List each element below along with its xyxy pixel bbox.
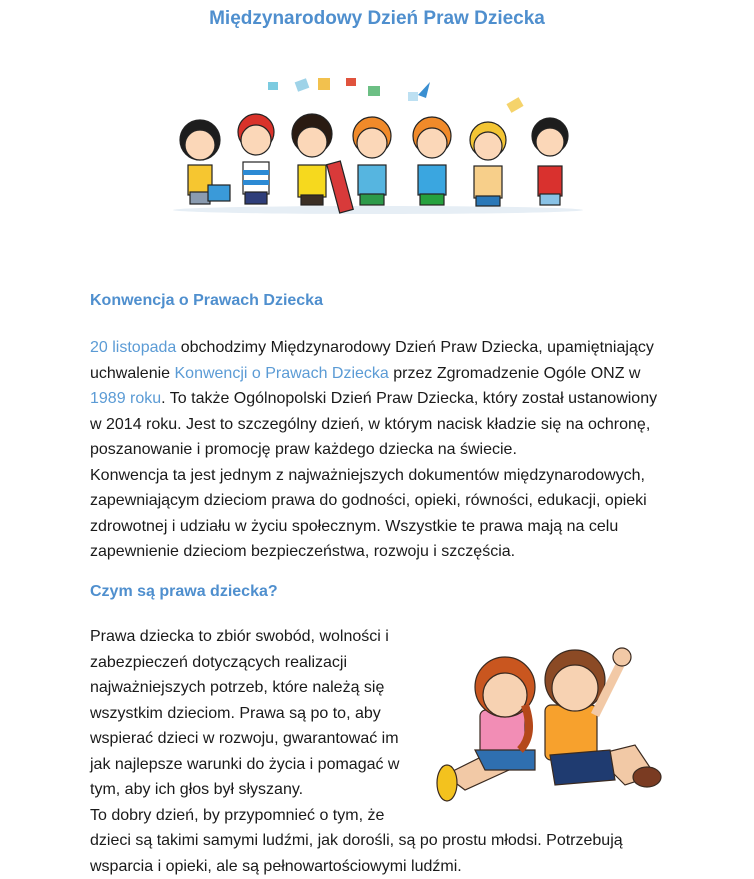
text-line: Prawa dziecka to zbiór swobód, wolności i xyxy=(90,628,389,645)
text-span: uchwalenie xyxy=(90,364,175,382)
page-title: Międzynarodowy Dzień Praw Dziecka xyxy=(209,8,545,29)
date-link[interactable]: 20 listopada xyxy=(90,339,177,356)
text-line: dzieci są takimi samymi ludźmi, jak dorośli, są po prostu młodsi. Potrzebują xyxy=(90,832,623,849)
text-line: wszystkim dzieciom. Prawa są po to, aby xyxy=(90,704,381,722)
text-line: zdrowotnej i udziału w życiu społecznym. Wszystkie te prawa mają na celu xyxy=(90,517,619,535)
text-line: tym, aby ich głos był słyszany. xyxy=(90,781,304,798)
text-line: wsparcia i opieki, ale są pełnowartościowymi ludźmi. xyxy=(90,857,462,875)
text-line: poszanowanie i promocję praw każdego dziecka na świecie. xyxy=(90,441,517,458)
year-link[interactable]: 1989 roku xyxy=(90,390,162,407)
section-heading-convention: Konwencja o Prawach Dziecka xyxy=(90,292,323,309)
children-group-illustration xyxy=(168,70,588,220)
text-line: Konwencja ta jest jednym z najważniejszych dokumentów międzynarodowych, xyxy=(90,466,645,484)
section-heading-rights: Czym są prawa dziecka? xyxy=(90,583,278,600)
text-line xyxy=(90,361,657,387)
text-span: przez Zgromadzenie Ogóle ONZ w xyxy=(388,364,641,382)
flying-papers-icon xyxy=(268,78,524,113)
text-span: . To także Ogólnopolski Dzień Praw Dziecka, który został ustanowiony xyxy=(161,390,658,407)
text-span: obchodzimy Międzynarodowy Dzień Praw Dziecka, upamiętniający xyxy=(176,339,654,356)
text-line: najważniejszych potrzeb, które należą się xyxy=(90,679,385,696)
convention-link[interactable]: Konwencji o Prawach Dziecka xyxy=(174,364,389,382)
text-line: jak najlepsze warunki do życia i pomagać w xyxy=(90,755,400,773)
text-line: zapewnienie dzieciom bezpieczeństwa, rozwoju i szczęścia. xyxy=(90,543,516,560)
convention-paragraph xyxy=(90,335,657,565)
text-line: wspierać dzieci w rozwoju, gwarantować im xyxy=(90,730,399,747)
sitting-children-illustration xyxy=(425,625,670,810)
text-line: zabezpieczeń dotyczących realizacji xyxy=(90,653,348,671)
text-line: To dobry dzień, by przypomnieć o tym, że xyxy=(90,806,385,824)
text-line xyxy=(90,335,657,361)
text-line: zapewniającym dzieciom prawa do godności, opieki, równości, edukacji, opieki xyxy=(90,492,647,509)
text-line xyxy=(90,386,657,412)
text-line: w 2014 roku. Jest to szczególny dzień, w którym nacisk kładzie się na ochronę, xyxy=(90,415,651,433)
